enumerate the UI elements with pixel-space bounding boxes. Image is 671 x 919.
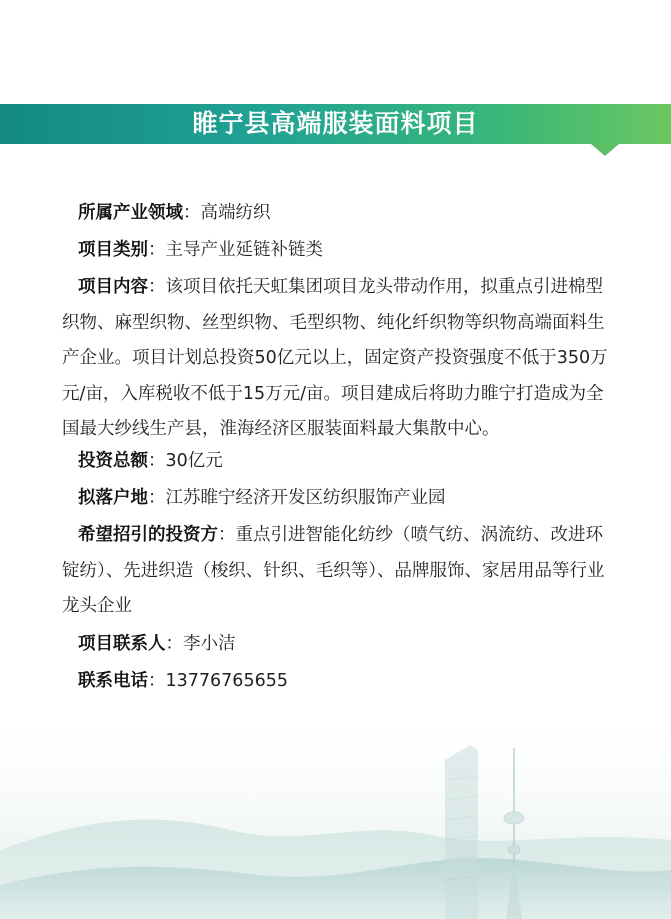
page-title: 睢宁县高端服装面料项目: [192, 109, 479, 138]
field-value: 江苏睢宁经济开发区纺织服饰产业园: [165, 488, 446, 508]
field-separator: ：: [218, 525, 236, 545]
field-label: 投资总额: [78, 451, 148, 471]
field-category: [0, 233, 671, 269]
field-separator: ：: [165, 634, 183, 654]
field-value: 高端纺织: [200, 203, 271, 223]
field-value: 主导产业延链补链类: [165, 240, 323, 260]
field-label: 所属产业领域: [78, 203, 183, 223]
skyline-illustration: [0, 700, 671, 919]
banner-tab-decoration: [591, 144, 619, 156]
field-value: 13776765655: [165, 671, 288, 691]
scenery-background: [0, 700, 671, 919]
field-contact: [0, 627, 671, 663]
field-label: 拟落户地: [78, 488, 148, 508]
field-phone: [0, 664, 671, 700]
field-label: 项目联系人: [78, 634, 166, 654]
tower-building: [445, 745, 478, 919]
field-label: 希望招引的投资方: [78, 525, 218, 545]
field-content: [0, 270, 671, 448]
title-banner: [0, 104, 671, 144]
field-value: 该项目依托天虹集团项目龙头带动作用，拟重点引进棉型织物、麻型织物、丝型织物、毛型织物、纯化纤织物等织物高端面料生产企业。项目计划总投资50亿元以上，固定资产投资强度不低于350万元/亩，入库税收不低于15万元/亩。项目建成后将助力睢宁打造成为全国最大纱线生产县，淮海经济区服装面料最大集散中心。: [62, 277, 608, 439]
field-industry: [0, 196, 671, 232]
field-separator: ：: [148, 451, 166, 471]
field-separator: ：: [148, 671, 166, 691]
field-value: 重点引进智能化纺纱（喷气纺、涡流纺、改进环锭纺）、先进织造（梭织、针织、毛织等）、品牌服饰、家居用品等行业龙头企业: [62, 525, 605, 616]
field-separator: ：: [183, 203, 201, 223]
field-label: 项目类别: [78, 240, 148, 260]
field-value: 30亿元: [165, 451, 223, 471]
field-label: 项目内容: [78, 277, 148, 297]
field-value: 李小洁: [183, 634, 236, 654]
field-location: [0, 481, 671, 517]
field-targets: [0, 518, 671, 625]
field-investment: [0, 444, 671, 480]
field-separator: ：: [148, 488, 166, 508]
field-separator: ：: [148, 277, 166, 297]
field-separator: ：: [148, 240, 166, 260]
field-label: 联系电话: [78, 671, 148, 691]
